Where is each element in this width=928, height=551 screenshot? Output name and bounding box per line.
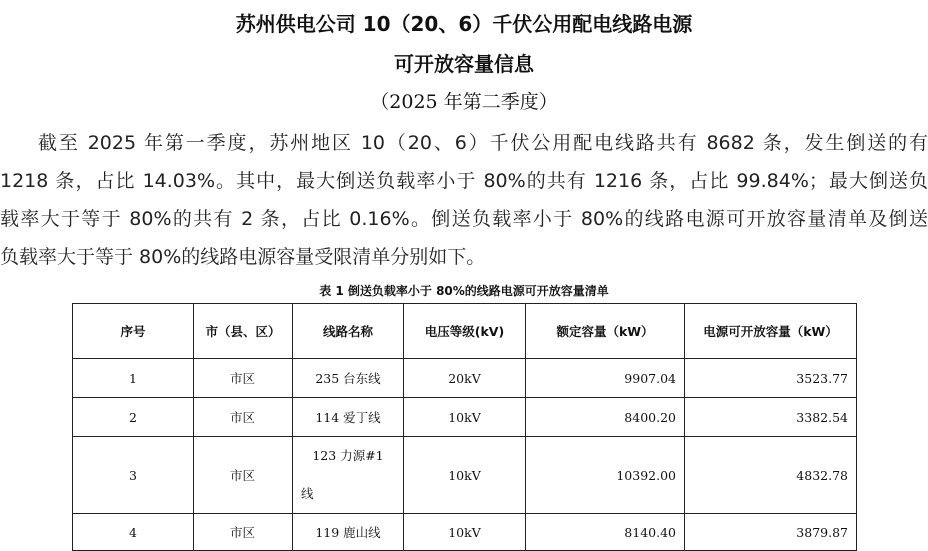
cell-voltage: 10kV (404, 514, 526, 551)
cell-line-name (293, 437, 404, 514)
paragraph-line: 负载率大于等于 80%的线路电源容量受限清单分别如下。 (0, 246, 486, 268)
document-subtitle: （2025 年第二季度） (370, 91, 558, 113)
cell-rated-capacity: 10392.00 (526, 437, 685, 514)
cell-voltage: 10kV (404, 437, 526, 514)
cell-rated-capacity: 9907.04 (526, 359, 685, 398)
column-header-voltage: 电压等级(kV) (404, 304, 526, 359)
cell-index: 2 (73, 398, 194, 437)
cell-city: 市区 (194, 437, 293, 514)
column-header-line-name: 线路名称 (293, 304, 404, 359)
paragraph-line: 1218 条，占比 14.03%。其中，最大倒送负载率小于 80%的共有 1216 条，占比 99.84%；最大倒送负 (0, 170, 928, 192)
column-header-city: 市（县、区） (194, 304, 293, 359)
cell-line-name-part1: 123 力源#1 (312, 448, 384, 463)
paragraph-line: 截至 2025 年第一季度，苏州地区 10（20、6）千伏公用配电线路共有 8682 条，发生倒送的有 (38, 132, 928, 154)
body-paragraph (0, 124, 928, 276)
cell-city: 市区 (194, 359, 293, 398)
cell-city: 市区 (194, 514, 293, 551)
table-header-row (73, 304, 857, 359)
table-row (73, 437, 857, 514)
table-row (73, 359, 857, 398)
cell-open-capacity: 3523.77 (685, 359, 857, 398)
cell-index: 3 (73, 437, 194, 514)
column-header-open-capacity: 电源可开放容量（kW） (685, 304, 857, 359)
cell-line-name: 114 爱丁线 (293, 398, 404, 437)
cell-open-capacity: 4832.78 (685, 437, 857, 514)
cell-voltage: 20kV (404, 359, 526, 398)
table-caption: 表 1 倒送负载率小于 80%的线路电源可开放容量清单 (319, 284, 609, 298)
cell-index: 1 (73, 359, 194, 398)
column-header-rated-capacity: 额定容量（kW） (526, 304, 685, 359)
cell-line-name: 119 鹿山线 (293, 514, 404, 551)
paragraph-line: 载率大于等于 80%的共有 2 条，占比 0.16%。倒送负载率小于 80%的线路电源可开放容量清单及倒送 (0, 208, 928, 230)
capacity-table (72, 303, 857, 551)
document-title-line1: 苏州供电公司 10（20、6）千伏公用配电线路电源 (235, 12, 693, 36)
cell-open-capacity: 3879.87 (685, 514, 857, 551)
cell-rated-capacity: 8400.20 (526, 398, 685, 437)
table-row (73, 398, 857, 437)
cell-city: 市区 (194, 398, 293, 437)
cell-line-name: 235 台东线 (293, 359, 404, 398)
cell-rated-capacity: 8140.40 (526, 514, 685, 551)
table-row (73, 514, 857, 551)
document-title-line2: 可开放容量信息 (394, 52, 534, 76)
cell-open-capacity: 3382.54 (685, 398, 857, 437)
cell-voltage: 10kV (404, 398, 526, 437)
cell-index: 4 (73, 514, 194, 551)
column-header-index: 序号 (73, 304, 194, 359)
cell-line-name-part2: 线 (301, 486, 314, 501)
